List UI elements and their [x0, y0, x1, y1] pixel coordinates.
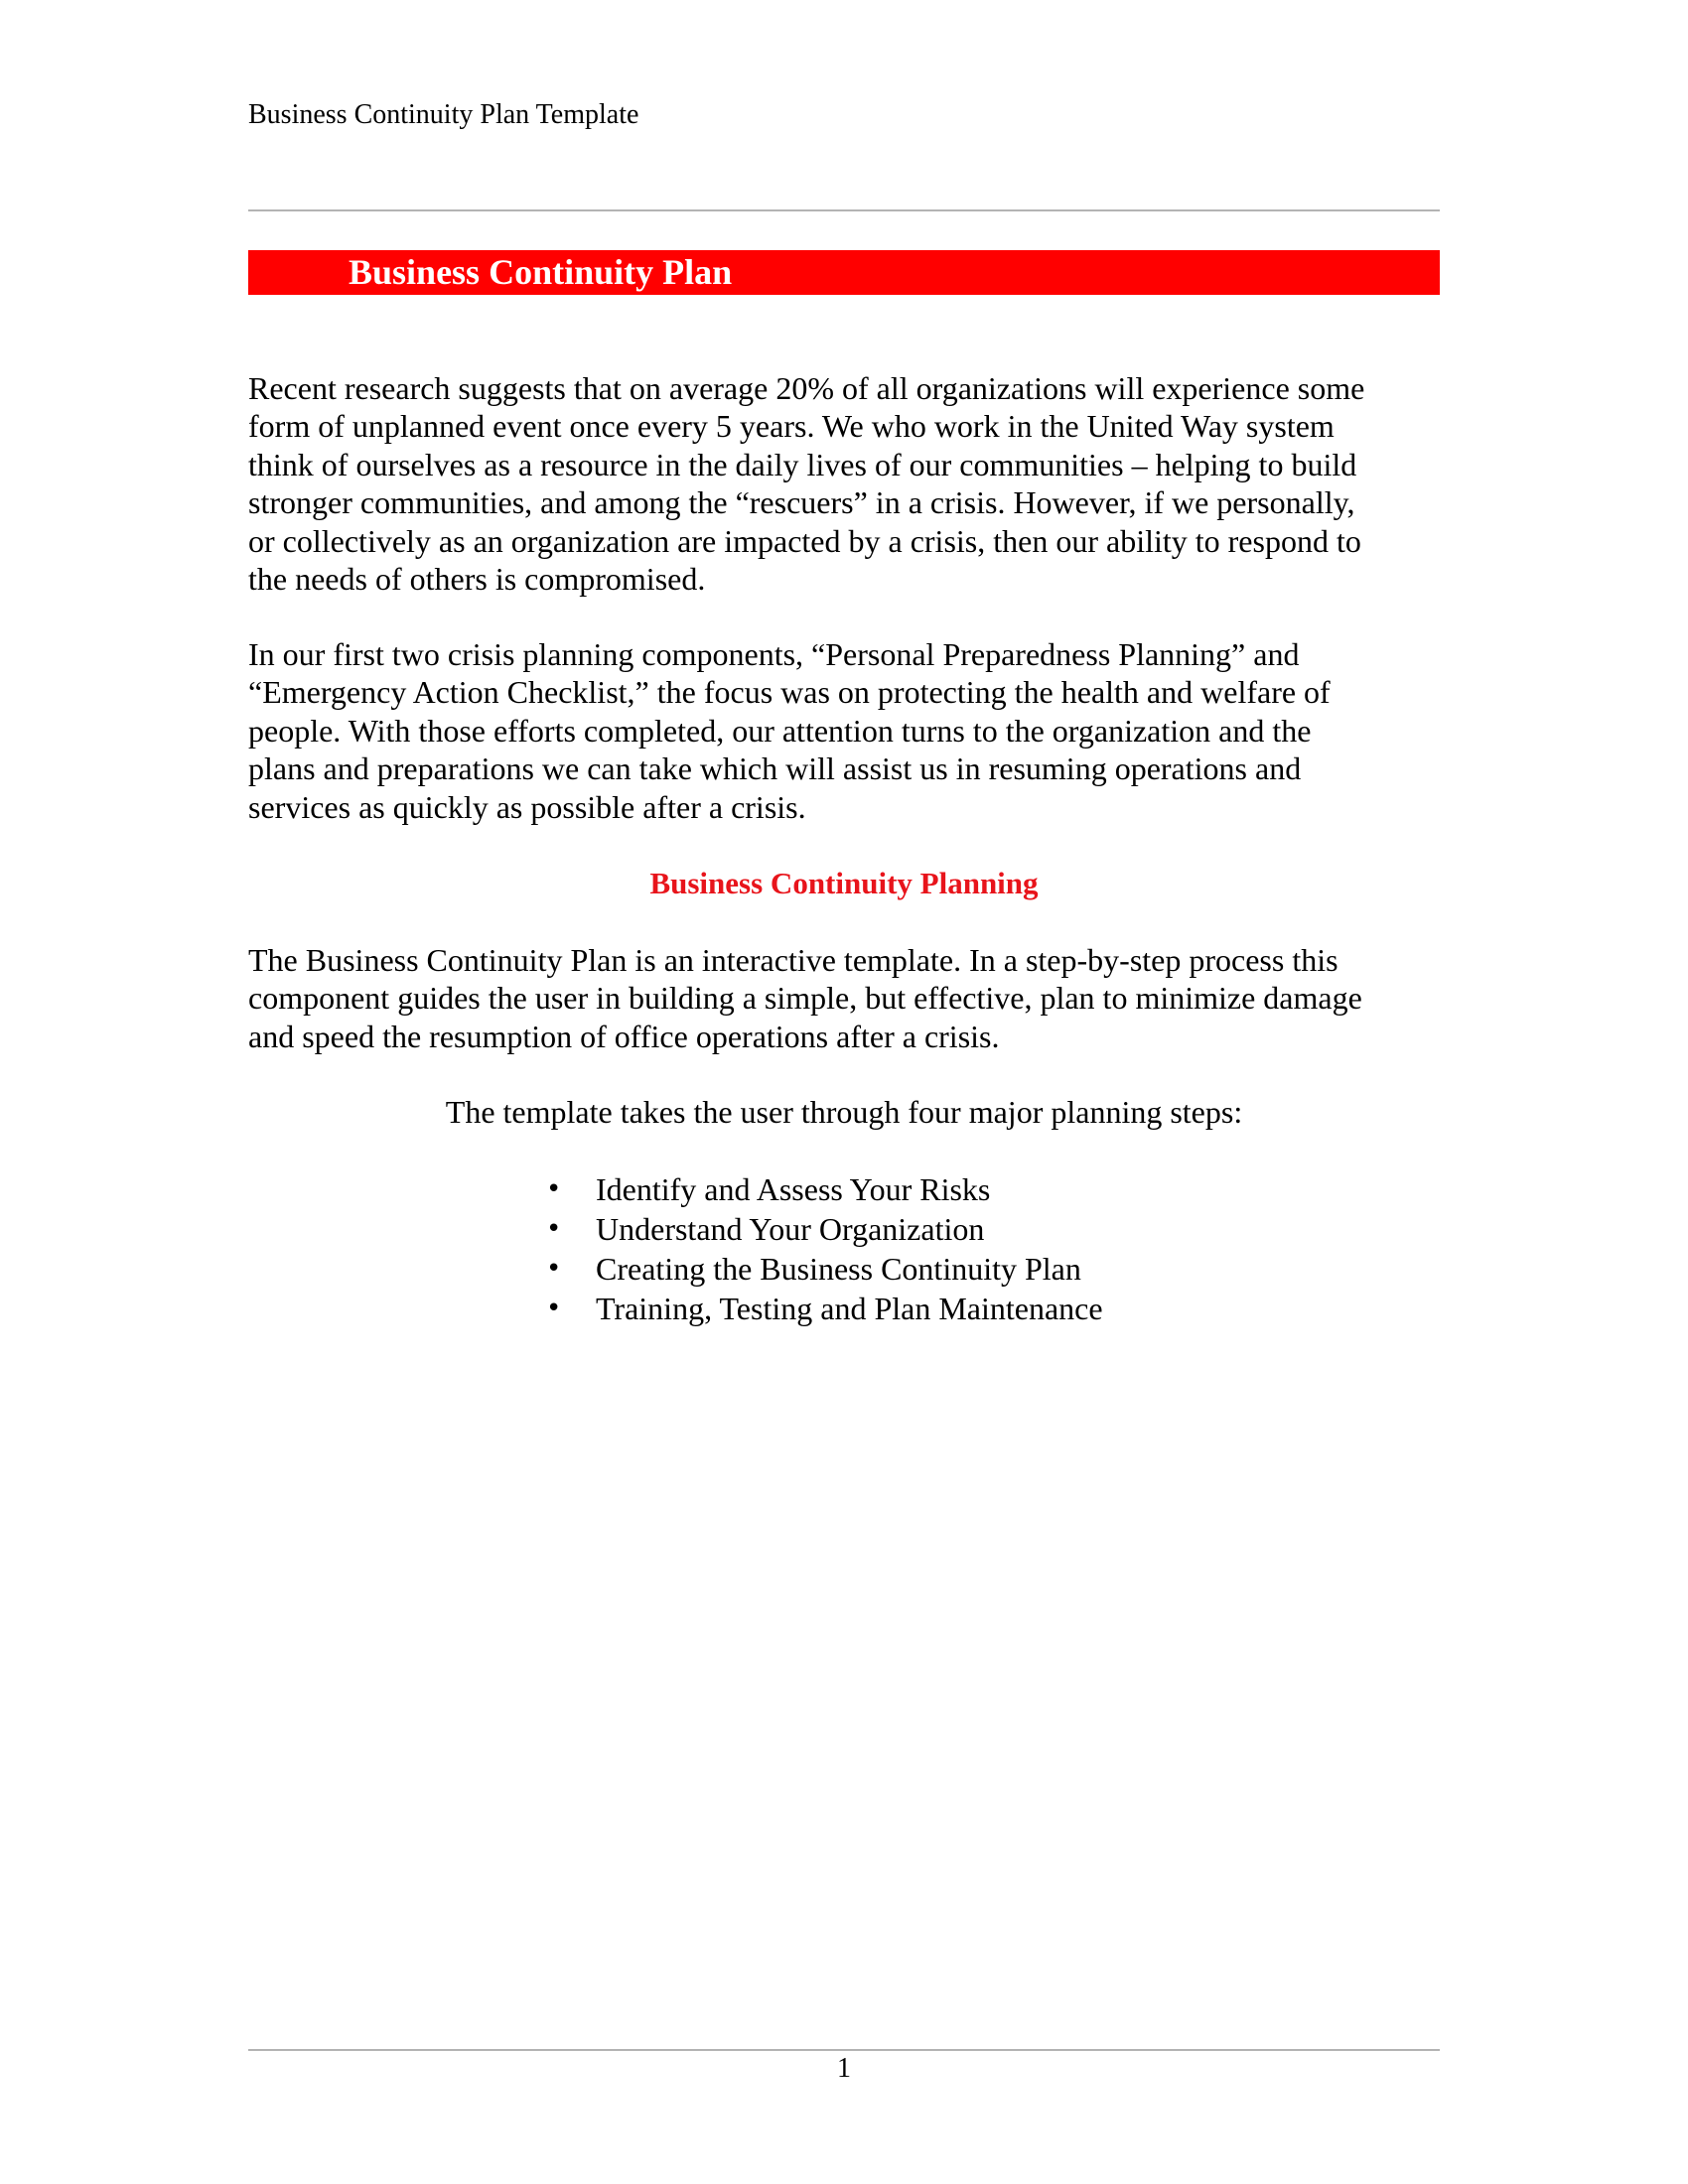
list-item — [546, 1249, 1103, 1289]
document-title: Business Continuity Plan — [349, 252, 733, 292]
text-line: the needs of others is compromised. — [248, 561, 706, 598]
text-line: plans and preparations we can take which will assist us in resuming operations and — [248, 751, 1302, 787]
list-item — [546, 1209, 1103, 1249]
text-line: or collectively as an organization are impacted by a crisis, then our ability to respond to — [248, 522, 1361, 559]
text-line: form of unplanned event once every 5 years. We who work in the United Way system — [248, 408, 1335, 445]
text-line: In our first two crisis planning components, “Personal Preparedness Planning” and — [248, 636, 1300, 672]
text-line: “Emergency Action Checklist,” the focus was on protecting the health and welfare of — [248, 674, 1331, 711]
text-line: The Business Continuity Plan is an interactive template. In a step-by-step process this — [248, 942, 1338, 978]
title-bar — [248, 250, 1440, 295]
step-label: Understand Your Organization — [596, 1211, 985, 1247]
text-line: and speed the resumption of office operations after a crisis. — [248, 1018, 1000, 1054]
intro-paragraph — [248, 369, 1440, 598]
text-line: services as quickly as possible after a crisis. — [248, 788, 806, 825]
text-line: stronger communities, and among the “rescuers” in a crisis. However, if we personally, — [248, 484, 1355, 521]
bullet-icon: • — [546, 1294, 562, 1323]
list-item — [546, 1289, 1103, 1328]
text-line: think of ourselves as a resource in the daily lives of our communities – helping to build — [248, 446, 1357, 482]
section-heading: Business Continuity Planning — [649, 866, 1039, 900]
text-line: Recent research suggests that on average 20% of all organizations will experience some — [248, 370, 1365, 406]
bullet-icon: • — [546, 1174, 562, 1204]
bullet-icon: • — [546, 1214, 562, 1244]
steps-intro: The template takes the user through four major planning steps: — [445, 1094, 1243, 1130]
header-divider — [248, 209, 1440, 211]
running-header: Business Continuity Plan Template — [248, 99, 639, 130]
text-line: people. With those efforts completed, our attention turns to the organization and the — [248, 712, 1312, 749]
step-label: Identify and Assess Your Risks — [596, 1171, 991, 1207]
text-line: component guides the user in building a simple, but effective, plan to minimize damage — [248, 980, 1362, 1017]
page-number: 1 — [837, 2053, 851, 2084]
planning-steps-list — [546, 1169, 1103, 1328]
step-label: Creating the Business Continuity Plan — [596, 1251, 1081, 1287]
list-item — [546, 1169, 1103, 1209]
template-description-paragraph — [248, 941, 1440, 1055]
step-label: Training, Testing and Plan Maintenance — [596, 1291, 1103, 1326]
bullet-icon: • — [546, 1254, 562, 1284]
planning-components-paragraph — [248, 635, 1440, 826]
